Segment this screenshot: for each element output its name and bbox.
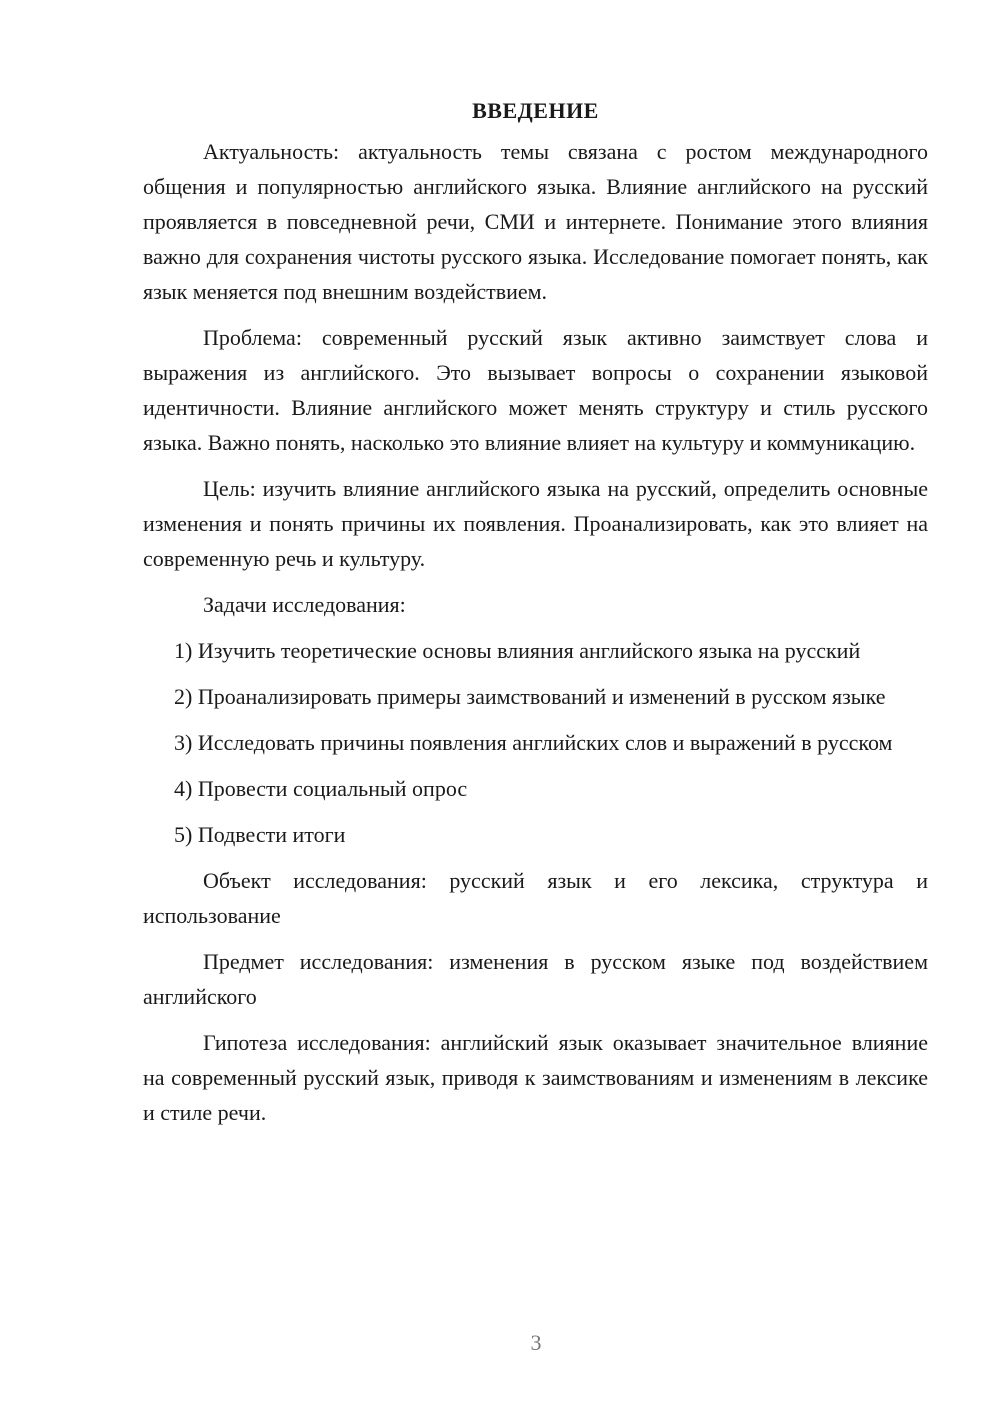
page-number: 3: [530, 1330, 542, 1355]
hypothesis-paragraph: Гипотеза исследования: английский язык оказывает значительное влияние на современный русский язык, приводя к заимствованиям и изменениям в лексике и стиле речи.: [143, 1030, 928, 1125]
relevance-paragraph: Актуальность: актуальность темы связана с ростом международного общения и популярностью английского языка. Влияние английского на русский проявляется в повседневной речи, СМИ и интернете. Понимание этого влияния важно для сохранения чистоты русского языка. Исследование помогает понять, как язык меняется под внешним воздействием.: [143, 139, 928, 304]
task-item-5: 5) Подвести итоги: [174, 822, 346, 847]
page-title: ВВЕДЕНИЕ: [472, 98, 599, 123]
tasks-heading: Задачи исследования:: [203, 592, 406, 617]
document-page: [143, 92, 928, 1141]
goal-paragraph: Цель: изучить влияние английского языка на русский, определить основные изменения и понять причины их появления. Проанализировать, как это влияет на современную речь и культуру.: [143, 476, 928, 571]
task-item-4: 4) Провести социальный опрос: [174, 776, 468, 801]
problem-paragraph: Проблема: современный русский язык активно заимствует слова и выражения из английского. Это вызывает вопросы о сохранении языковой идентичности. Влияние английского может менять структуру и стиль русского языка. Важно понять, насколько это влияние влияет на культуру и коммуникацию.: [143, 325, 928, 455]
task-item-2: 2) Проанализировать примеры заимствований и изменений в русском языке: [174, 684, 886, 709]
task-item-1: 1) Изучить теоретические основы влияния английского языка на русский: [174, 638, 861, 663]
object-paragraph: Объект исследования: русский язык и его лексика, структура и использование: [143, 868, 928, 928]
task-item-3: 3) Исследовать причины появления английских слов и выражений в русском: [174, 730, 893, 755]
subject-paragraph: Предмет исследования: изменения в русском языке под воздействием английского: [143, 949, 928, 1009]
